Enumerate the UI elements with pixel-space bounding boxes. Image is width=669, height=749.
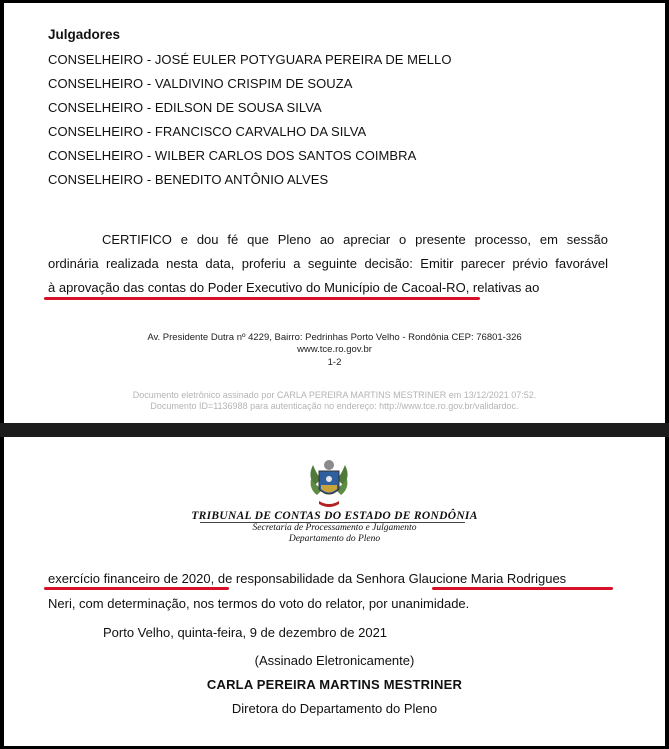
judges-title: Julgadores — [48, 27, 121, 42]
judge-item: CONSELHEIRO - FRANCISCO CARVALHO DA SILVA — [48, 124, 367, 139]
highlight-underline-approval — [44, 297, 480, 300]
highlight-approval: à aprovação das contas do Poder Executivo do Município de Cacoal-RO — [48, 280, 466, 295]
certificate-line-2: ordinária realizada nesta data, proferiu a seguinte decisão: Emitir parecer prévio favorável — [48, 256, 608, 271]
judge-item: CONSELHEIRO - EDILSON DE SOUSA SILVA — [48, 100, 322, 115]
place-date: Porto Velho, quinta-feira, 9 de dezembro de 2021 — [103, 625, 388, 640]
continuation-line-1 — [48, 571, 608, 586]
border-top — [0, 0, 669, 3]
highlight-fiscal-year: exercício financeiro de 2020 — [48, 571, 211, 586]
institution-name: TRIBUNAL DE CONTAS DO ESTADO DE RONDÔNIA — [191, 510, 478, 522]
footer-website: www.tce.ro.gov.br — [297, 344, 372, 355]
continuation-mid: , de responsabilidade da Senhora — [210, 571, 409, 586]
highlight-underline-fiscal-year — [44, 587, 229, 590]
signed-electronically: (Assinado Eletronicamente) — [254, 653, 415, 668]
judge-item: CONSELHEIRO - BENEDITO ANTÔNIO ALVES — [48, 172, 329, 187]
continuation-line-2: Neri, com determinação, nos termos do voto do relator, por unanimidade. — [48, 596, 470, 611]
department-name: Departamento do Pleno — [288, 534, 381, 544]
signer-name: CARLA PEREIRA MARTINS MESTRINER — [206, 677, 463, 692]
coat-of-arms-icon — [305, 455, 353, 511]
border-right — [665, 0, 669, 749]
footer-page-number: 1-2 — [327, 357, 342, 368]
certificate-line-1: CERTIFICO e dou fé que Pleno ao apreciar o presente processo, em sessão — [102, 232, 608, 247]
judge-item: CONSELHEIRO - JOSÉ EULER POTYGUARA PEREIRA DE MELLO — [48, 52, 452, 67]
border-left — [0, 0, 4, 749]
footer-address: Av. Presidente Dutra nº 4229, Bairro: Pedrinhas Porto Velho - Rondônia CEP: 76801-326 — [147, 332, 522, 343]
judge-item: CONSELHEIRO - VALDIVINO CRISPIM DE SOUZA — [48, 76, 353, 91]
signature-note-2: Documento ID=1136988 para autenticação no endereço: http://www.tce.ro.gov.br/validardoc. — [150, 401, 519, 411]
highlight-underline-name — [432, 587, 613, 590]
secretariat-name: Secretaria de Processamento e Julgamento — [252, 523, 417, 533]
highlight-responsible-name: Glaucione Maria Rodrigues — [408, 571, 567, 586]
certificate-paragraph — [48, 228, 608, 300]
page-divider — [0, 423, 669, 437]
signer-role: Diretora do Departamento do Pleno — [231, 701, 438, 716]
judge-item: CONSELHEIRO - WILBER CARLOS DOS SANTOS COIMBRA — [48, 148, 417, 163]
signature-note-1: Documento eletrônico assinado por CARLA PEREIRA MARTINS MESTRINER em 13/12/2021 07:52. — [132, 390, 537, 400]
certificate-line-3-rest: , relativas ao — [465, 280, 540, 295]
